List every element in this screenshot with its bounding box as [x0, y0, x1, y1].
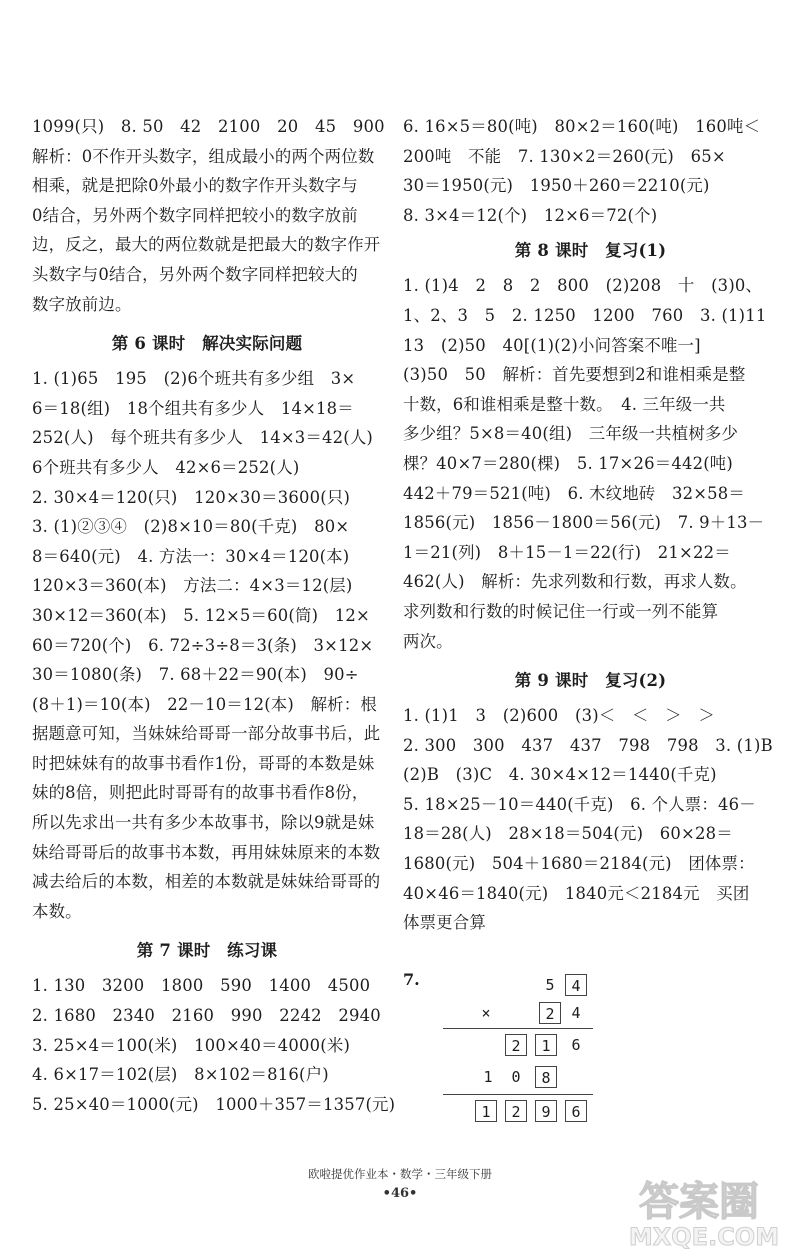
text-line: 462(人) 解析：先求列数和行数，再求人数。: [403, 572, 747, 592]
text-line: 2. 30×4＝120(只) 120×30＝3600(只): [32, 487, 351, 507]
text-line: 多少组？5×8＝40(组) 三年级一共植树多少: [403, 424, 739, 444]
text-line: 5. 25×40＝1000(元) 1000＋357＝1357(元): [32, 1094, 396, 1114]
text-line: 3. 25×4＝100(米) 100×40＝4000(米): [32, 1035, 351, 1055]
times-sign: ×: [481, 1004, 491, 1022]
text-line: 棵？40×7＝280(棵) 5. 17×26＝442(吨): [403, 453, 733, 473]
lesson-7-heading: 第 7 课时 练习课: [136, 941, 278, 961]
digit-box: 1: [475, 1100, 497, 1122]
text-line: 1＝21(列) 8＋15－1＝22(行) 21×22＝: [403, 542, 731, 562]
lesson-8-heading: 第 8 课时 复习(1): [514, 241, 667, 261]
text-line: 200吨 不能 7. 130×2＝260(元) 65×: [403, 146, 726, 166]
text-line: 1680(元) 504＋1680＝2184(元) 团体票：: [403, 854, 755, 874]
text-line: 边，反之，最大的两位数就是把最大的数字作开: [32, 235, 381, 255]
digit-box: 1: [535, 1034, 557, 1056]
text-line: 4. 6×17＝102(层) 8×102＝816(户): [32, 1065, 329, 1085]
figure-label: 7.: [403, 970, 420, 989]
digit: 6: [571, 1036, 581, 1054]
watermark-text: 答案圈: [639, 1179, 759, 1225]
text-line: (8＋1)＝10(本) 22－10＝12(本) 解析：根: [32, 694, 377, 714]
lesson-6-heading: 第 6 课时 解决实际问题: [111, 334, 303, 354]
text-line: 120×3＝360(本) 方法二：4×3＝12(层): [32, 576, 353, 596]
text-line: 本数。: [32, 901, 82, 921]
digit-box: 8: [535, 1066, 557, 1088]
digit: 5: [545, 976, 555, 994]
text-line: 妹的8倍，则把此时哥哥有的故事书看作8份，: [32, 783, 369, 803]
lesson-7-answers: [32, 971, 396, 1119]
page-number: •46•: [382, 1186, 418, 1201]
text-line: 3. (1)②③④ (2)8×10＝80(千克) 80×: [32, 517, 350, 537]
watermark-logo: [579, 1171, 794, 1251]
text-line: 十数，6和谁相乘是整十数。 4. 三年级一共: [403, 394, 726, 414]
text-line: (3)50 50 解析：首先要想到2和谁相乘是整: [403, 365, 746, 385]
text-line: 1856(元) 1856－1800＝56(元) 7. 9＋13－: [403, 513, 765, 533]
text-line: 相乘，就是把除0外最小的数字作开头数字与: [32, 176, 358, 196]
text-line: 2. 300 300 437 437 798 798 3. (1)B: [403, 735, 773, 755]
lesson-9-heading: 第 9 课时 复习(2): [514, 671, 667, 691]
text-line: 1、2、3 5 2. 1250 1200 760 3. (1)11: [403, 305, 767, 325]
digit-box: 6: [565, 1100, 587, 1122]
text-line: 2. 1680 2340 2160 990 2242 2940: [32, 1006, 381, 1026]
text-line: 252(人) 每个班共有多少人 14×3＝42(人): [32, 428, 374, 448]
multiplication-figure: [403, 970, 603, 1140]
digit-box: 2: [539, 1002, 561, 1024]
text-line: 18＝28(人) 28×18＝504(元) 60×28＝: [403, 824, 733, 844]
text-line: 6. 16×5＝80(吨) 80×2＝160(吨) 160吨＜: [403, 117, 761, 136]
rule-line: [443, 1094, 593, 1095]
digit-box: 9: [535, 1100, 557, 1122]
text-line: 13 (2)50 40[(1)(2)小问答案不唯一]: [403, 335, 701, 355]
text-line: 时把妹妹有的故事书看作1份，哥哥的本数是妹: [32, 753, 375, 773]
text-line: 1. 130 3200 1800 590 1400 4500: [32, 976, 371, 996]
text-line: 1. (1)1 3 (2)600 (3)＜ ＜ ＞ ＞: [403, 706, 715, 726]
lesson-6-answers: [32, 364, 382, 926]
text-line: 6＝18(组) 18个组共有多少人 14×18＝: [32, 398, 354, 418]
digit: 0: [511, 1068, 521, 1086]
text-line: 体票更合算: [403, 913, 486, 933]
text-line: 头数字与0结合，另外两个数字同样把较大的: [32, 264, 358, 284]
text-line: 6个班共有多少人 42×6＝252(人): [32, 457, 300, 477]
text-line: 30×12＝360(本) 5. 12×5＝60(筒) 12×: [32, 605, 370, 625]
text-line: 减去给后的本数，相差的本数就是妹妹给哥哥的: [32, 872, 381, 892]
text-line: 1. (1)65 195 (2)6个班共有多少组 3×: [32, 369, 356, 389]
digit-box: 4: [565, 974, 587, 996]
digit: 1: [483, 1068, 493, 1086]
text-line: 442＋79＝521(吨) 6. 木纹地砖 32×58＝: [403, 483, 746, 503]
text-line: 求列数和行数的时候记住一行或一列不能算: [403, 601, 719, 621]
text-line: 1099(只) 8. 50 42 2100 20 45 900: [32, 117, 385, 136]
right-column: [403, 112, 778, 938]
answer-block-intro-left: [32, 112, 385, 319]
text-line: 8. 3×4＝12(个) 12×6＝72(个): [403, 205, 658, 225]
text-line: 数字放前边。: [32, 294, 132, 314]
text-line: 60＝720(个) 6. 72÷3÷8＝3(条) 3×12×: [32, 635, 374, 655]
digit-box: 2: [505, 1100, 527, 1122]
text-line: 5. 18×25－10＝440(千克) 6. 个人票：46－: [403, 794, 756, 814]
text-line: 0结合，另外两个数字同样把较小的数字放前: [32, 205, 358, 225]
text-line: (2)B (3)C 4. 30×4×12＝1440(千克): [403, 765, 717, 785]
watermark-url: MXQE.COM: [628, 1223, 780, 1251]
footer-book-title: 欧啦提优作业本・数学・三年级下册: [308, 1167, 492, 1181]
rule-line: [443, 1028, 593, 1029]
left-column: [32, 112, 396, 1119]
text-line: 30＝1950(元) 1950＋260＝2210(元): [403, 176, 710, 196]
lesson-8-answers: [403, 271, 778, 656]
text-line: 8＝640(元) 4. 方法一：30×4＝120(本): [32, 546, 350, 566]
text-line: 妹给哥哥后的故事书本数，再用妹妹原来的本数: [32, 842, 381, 862]
digit: 4: [571, 1004, 581, 1022]
answer-block-intro-right: [403, 112, 778, 230]
text-line: 40×46＝1840(元) 1840元＜2184元 买团: [403, 883, 750, 903]
text-line: 30＝1080(条) 7. 68＋22＝90(本) 90÷: [32, 665, 359, 685]
text-line: 所以先求出一共有多少本故事书，除以9就是妹: [32, 813, 375, 833]
text-line: 1. (1)4 2 8 2 800 (2)208 十 (3)0、: [403, 276, 763, 296]
digit-box: 2: [505, 1034, 527, 1056]
text-line: 两次。: [403, 631, 453, 651]
text-line: 据题意可知，当妹妹给哥哥一部分故事书后，此: [32, 724, 381, 744]
text-line: 解析：0不作开头数字，组成最小的两个两位数: [32, 146, 375, 166]
lesson-9-answers: [403, 701, 778, 938]
